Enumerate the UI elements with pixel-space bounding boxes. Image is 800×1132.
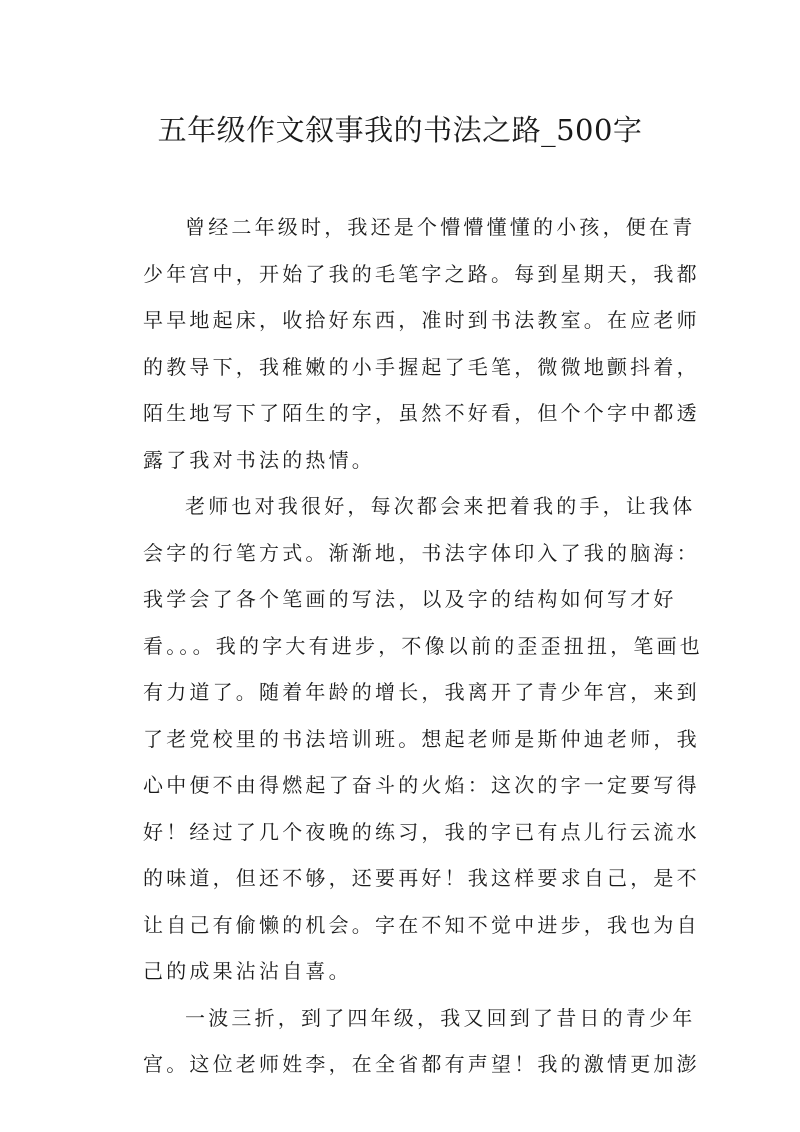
paragraph-line: 老师也对我很好，每次都会来把着我的手，让我体 xyxy=(185,494,696,518)
paragraph-line: 有力道了。随着年龄的增长，我离开了青少年宫，来到 xyxy=(143,680,700,704)
paragraph-line: 会字的行笔方式。渐渐地，书法字体印入了我的脑海： xyxy=(143,540,700,565)
paragraph-line: 好！经过了几个夜晚的练习，我的字已有点儿行云流水 xyxy=(143,819,700,844)
paragraph-line: 的味道，但还不够，还要再好！我这样要求自己，是不 xyxy=(143,866,700,890)
document-body xyxy=(143,204,703,1088)
paragraph-line: 曾经二年级时，我还是个懵懵懂懂的小孩，便在青 xyxy=(185,215,696,239)
paragraph-line: 陌生地写下了陌生的字，虽然不好看，但个个字中都透 xyxy=(143,401,700,425)
paragraph-line: 早早地起床，收拾好东西，准时到书法教室。在应老师 xyxy=(143,308,700,332)
paragraph-line: 露了我对书法的热情。 xyxy=(143,447,375,472)
paragraph-line: 心中便不由得燃起了奋斗的火焰：这次的字一定要写得 xyxy=(143,773,700,797)
paragraph-line: 看。。。我的字大有进步，不像以前的歪歪扭扭，笔画也 xyxy=(143,633,703,658)
document-title: 五年级作文叙事我的书法之路_500字 xyxy=(157,113,643,147)
paragraph-line: 宫。这位老师姓李，在全省都有声望！我的激情更加澎 xyxy=(143,1052,700,1076)
paragraph-line: 了老党校里的书法培训班。想起老师是斯仲迪老师，我 xyxy=(143,726,700,751)
paragraph-line: 己的成果沾沾自喜。 xyxy=(143,959,352,983)
paragraph-line: 的教导下，我稚嫩的小手握起了毛笔，微微地颤抖着， xyxy=(143,354,700,379)
paragraph-line: 少年宫中，开始了我的毛笔字之路。每到星期天，我都 xyxy=(143,261,700,286)
paragraph-line: 我学会了各个笔画的写法，以及字的结构如何写才好 xyxy=(143,587,677,611)
paragraph-line: 一波三折，到了四年级，我又回到了昔日的青少年 xyxy=(185,1005,696,1030)
paragraph-line: 让自己有偷懒的机会。字在不知不觉中进步，我也为自 xyxy=(143,912,700,937)
